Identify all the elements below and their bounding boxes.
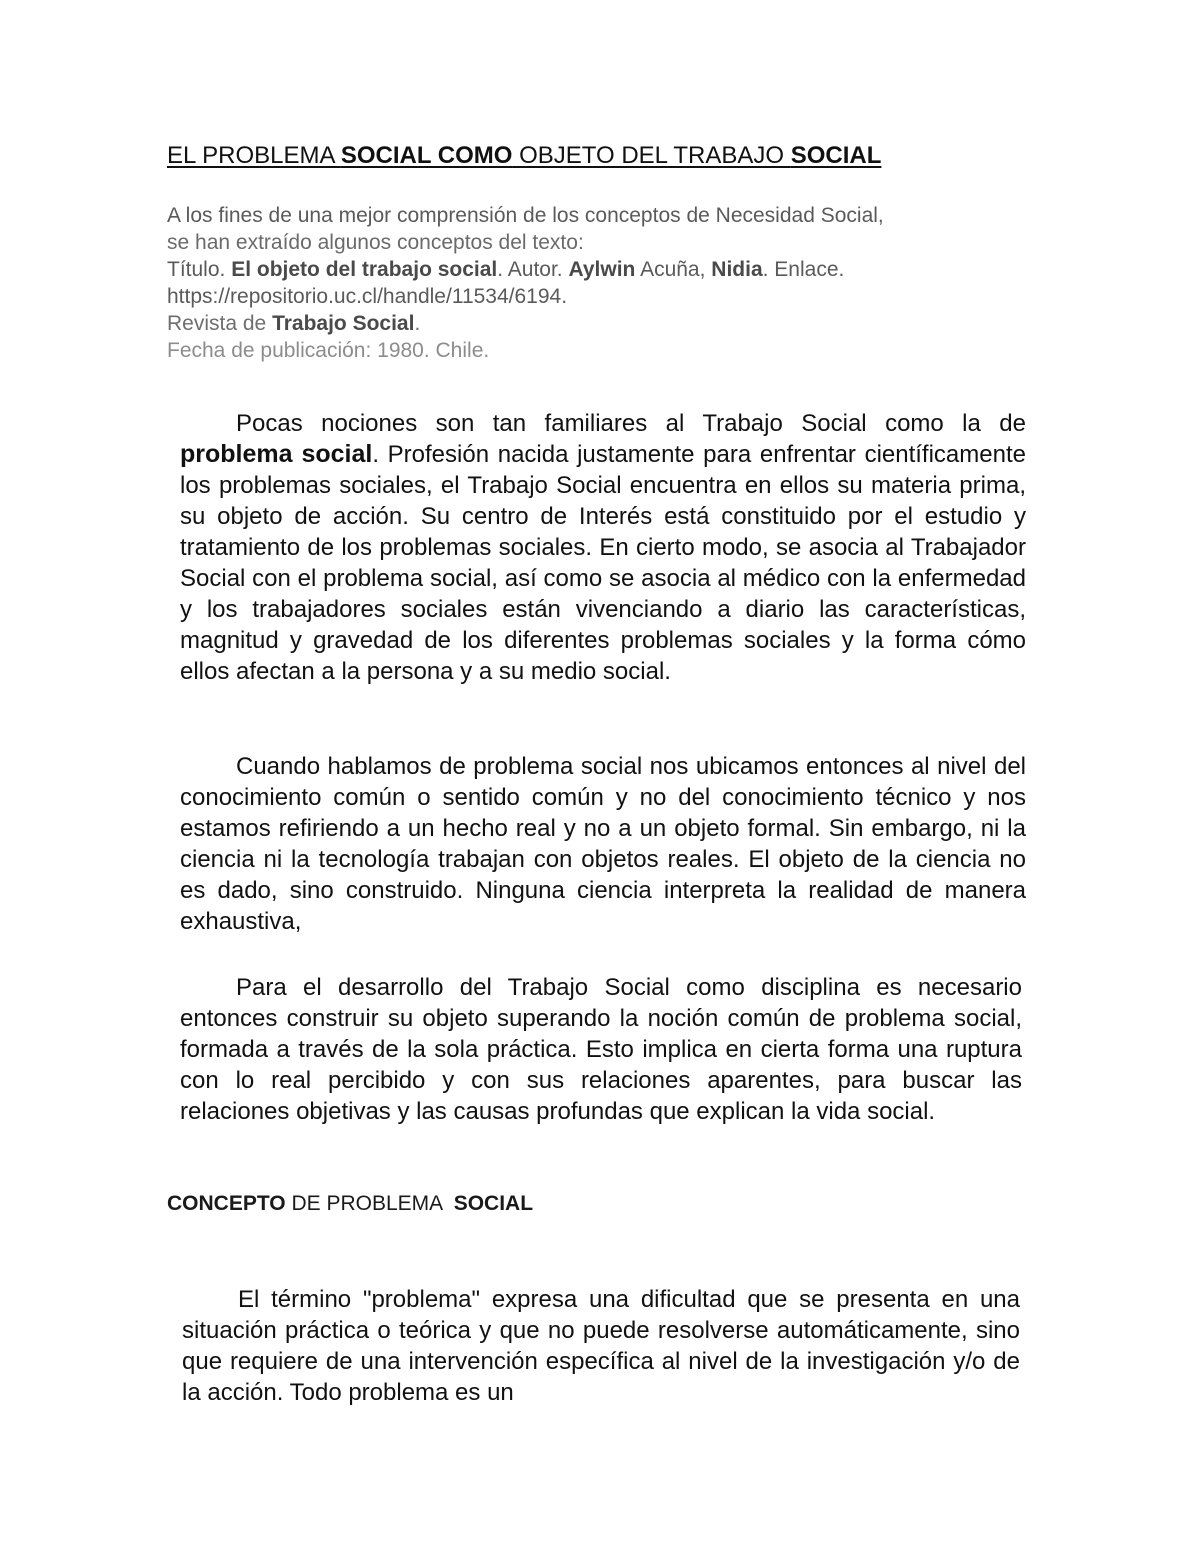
source-title-prefix: Título.: [167, 258, 232, 281]
paragraph-2: [180, 751, 1026, 937]
source-extract-line: se han extraído algunos conceptos del texto:: [167, 231, 584, 254]
source-author-first: Nidia: [711, 258, 763, 281]
source-link-prefix: . Enlace.: [762, 258, 845, 281]
section-heading-part-2: DE PROBLEMA: [285, 1192, 454, 1215]
source-work-title: El objeto del trabajo social: [231, 258, 498, 281]
title-part-2: SOCIAL COMO: [340, 142, 513, 169]
source-url: https://repositorio.uc.cl/handle/11534/6194.: [167, 285, 568, 308]
source-author-last: Aylwin: [568, 258, 636, 281]
title-part-1: EL PROBLEMA: [167, 142, 341, 169]
section-heading: [167, 1190, 533, 1218]
source-journal-suffix: .: [414, 312, 421, 335]
paragraph-1-emphasis: problema social: [180, 440, 373, 468]
title-part-4: SOCIAL: [790, 142, 882, 169]
source-citation: [167, 202, 1067, 364]
paragraph-2-text: Cuando hablamos de problema social nos ubicamos entonces al nivel del conocimiento común o sentido común y no del conocimiento técnico y nos estamos refiriendo a un hecho real y no a un objeto formal. Sin embargo, ni la ciencia ni la tecnología trabajan con objetos reales. El objeto de la ciencia no es dado, sino construido. Ninguna ciencia interpreta la realidad de manera exhaustiva,: [180, 753, 1026, 935]
paragraph-3: [180, 972, 1022, 1127]
paragraph-1-start: Pocas nociones son tan familiares al Trabajo Social como la de: [236, 410, 1026, 437]
title-part-3: OBJETO DEL TRABAJO: [512, 142, 791, 169]
paragraph-3-text: Para el desarrollo del Trabajo Social como disciplina es necesario entonces construir su objeto superando la noción común de problema social, formada a través de la sola práctica. Esto implica en cierta forma una ruptura con lo real percibido y con sus relaciones aparentes, para buscar las relaciones objetivas y las causas profundas que explican la vida social.: [180, 974, 1022, 1125]
source-journal-name: Trabajo Social: [272, 312, 415, 335]
paragraph-4: [182, 1284, 1020, 1408]
source-intro-line: A los fines de una mejor comprensión de los conceptos de Necesidad Social,: [167, 204, 884, 227]
source-title-author-line: [167, 256, 1067, 283]
section-heading-part-3: SOCIAL: [453, 1192, 534, 1215]
paragraph-4-text: El término "problema" expresa una dificultad que se presenta en una situación práctica o teórica y que no puede resolverse automáticamente, sino que requiere de una intervención específica al nivel de la investigación y/o de la acción. Todo problema es un: [182, 1286, 1020, 1406]
source-journal-line: [167, 310, 1067, 337]
document-title: [167, 142, 1067, 170]
source-date-line: Fecha de publicación: 1980. Chile.: [167, 339, 490, 362]
paragraph-1-rest: . Profesión nacida justamente para enfrentar científicamente los problemas sociales, el Trabajo Social encuentra en ellos su materia prima, su objeto de acción. Su centro de Interés está constituido por el estudio y tratamiento de los problemas sociales. En cierto modo, se asocia al Trabajador Social con el problema social, así como se asocia al médico con la enfermedad y los trabajadores sociales están vivenciando a diario las características, magnitud y gravedad de los diferentes problemas sociales y la forma cómo ellos afectan a la persona y a su medio social.: [180, 441, 1026, 685]
source-journal-prefix: Revista de: [167, 312, 273, 335]
source-author-mid: Acuña,: [635, 258, 712, 281]
section-heading-part-1: CONCEPTO: [167, 1192, 286, 1215]
source-author-prefix: . Autor.: [497, 258, 569, 281]
paragraph-1: [180, 408, 1026, 687]
